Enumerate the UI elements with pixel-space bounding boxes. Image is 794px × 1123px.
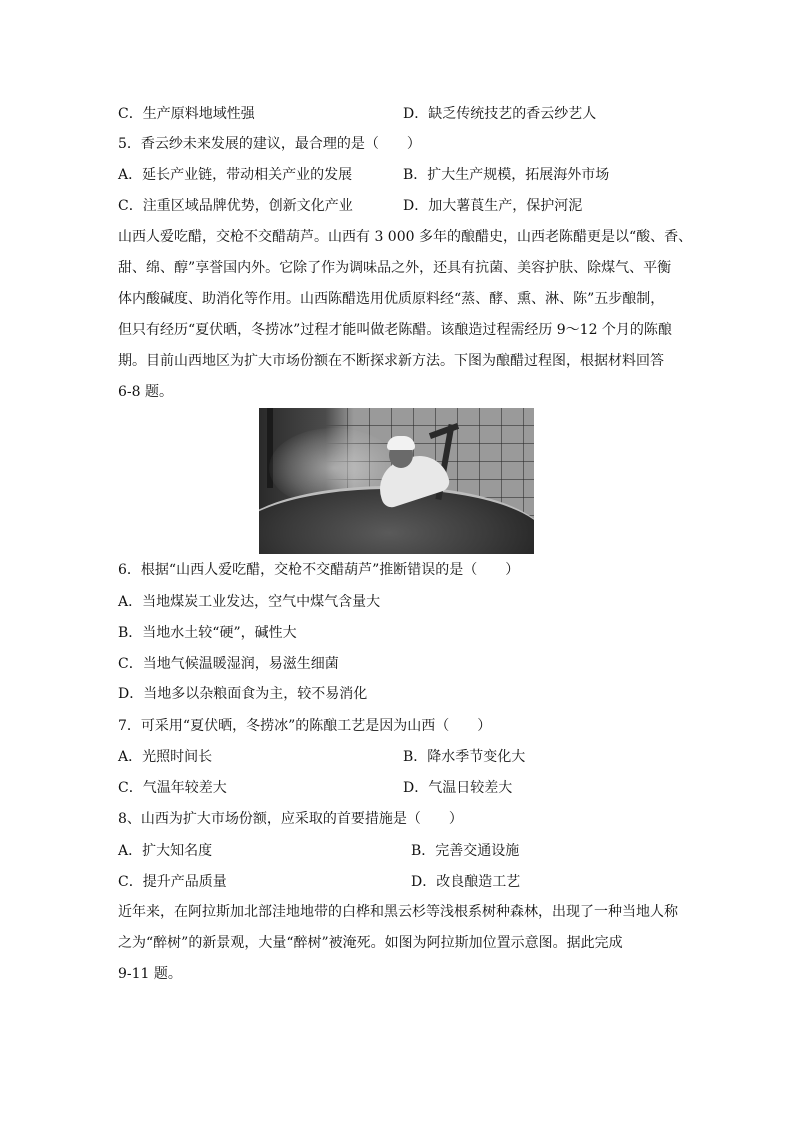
intro2-line-2: 之为“醉树”的新景观，大量“醉树”被淹死。如图为阿拉斯加位置示意图。据此完成 (118, 935, 623, 951)
intro1-line-1: 山西人爱吃醋，交枪不交醋葫芦。山西有 3 000 多年的酿醋史，山西老陈醋更是以“酸、香、 (118, 229, 693, 245)
q5-option-b: B．扩大生产规模，拓展海外市场 (403, 167, 610, 183)
q6-option-a: A．当地煤炭工业发达，空气中煤气含量大 (118, 594, 381, 610)
intro1-line-3: 体内酸碱度、助消化等作用。山西陈醋选用优质原料经“蒸、酵、熏、淋、陈”五步酿制， (118, 291, 665, 307)
intro1-line-4: 但只有经历“夏伏晒，冬捞冰”过程才能叫做老陈醋。该酿造过程需经历 9～12 个月的陈酿 (118, 322, 672, 338)
q6-option-b: B．当地水土较“硬”，碱性大 (118, 625, 297, 641)
q5-option-a: A．延长产业链，带动相关产业的发展 (118, 167, 353, 183)
q8-option-c: C．提升产品质量 (118, 874, 227, 890)
question-7: 7．可采用“夏伏晒，冬捞冰”的陈酿工艺是因为山西（ ） (118, 718, 492, 734)
q4-option-c: C．生产原料地域性强 (118, 106, 255, 122)
q5-option-c: C．注重区域品牌优势，创新文化产业 (118, 198, 353, 214)
material-intro-drunken-trees (118, 897, 678, 990)
question-5: 5．香云纱未来发展的建议，最合理的是（ ） (118, 136, 421, 152)
q8-option-d: D．改良酿造工艺 (411, 874, 521, 890)
q8-option-b: B．完善交通设施 (411, 843, 520, 859)
q7-option-b: B．降水季节变化大 (403, 749, 526, 765)
worker-hat (387, 436, 415, 450)
intro1-line-6: 6-8 题。 (118, 384, 173, 400)
q7-option-a: A．光照时间长 (118, 749, 213, 765)
question-8: 8、山西为扩大市场份额，应采取的首要措施是（ ） (118, 811, 463, 827)
q4-option-d: D．缺乏传统技艺的香云纱艺人 (403, 106, 597, 122)
intro2-line-3: 9-11 题。 (118, 966, 182, 982)
material-intro-vinegar (118, 222, 693, 408)
q7-option-c: C．气温年较差大 (118, 780, 227, 796)
q5-option-d: D．加大薯莨生产，保护河泥 (403, 198, 583, 214)
question-6: 6．根据“山西人爱吃醋，交枪不交醋葫芦”推断错误的是（ ） (118, 562, 520, 578)
intro1-line-5: 期。目前山西地区为扩大市场份额在不断探求新方法。下图为酿醋过程图，根据材料回答 (118, 353, 664, 369)
intro1-line-2: 甜、绵、醇”享誉国内外。它除了作为调味品之外，还具有抗菌、美容护肤、除煤气、平衡 (118, 260, 672, 276)
intro2-line-1: 近年来，在阿拉斯加北部洼地地带的白桦和黑云杉等浅根系树种森林，出现了一种当地人称 (118, 904, 678, 920)
q6-option-d: D．当地多以杂粮面食为主，较不易消化 (118, 686, 368, 702)
vinegar-brewing-photo (259, 408, 534, 554)
q6-option-c: C．当地气候温暖湿润，易滋生细菌 (118, 656, 339, 672)
q7-option-d: D．气温日较差大 (403, 780, 513, 796)
q8-option-a: A．扩大知名度 (118, 843, 213, 859)
